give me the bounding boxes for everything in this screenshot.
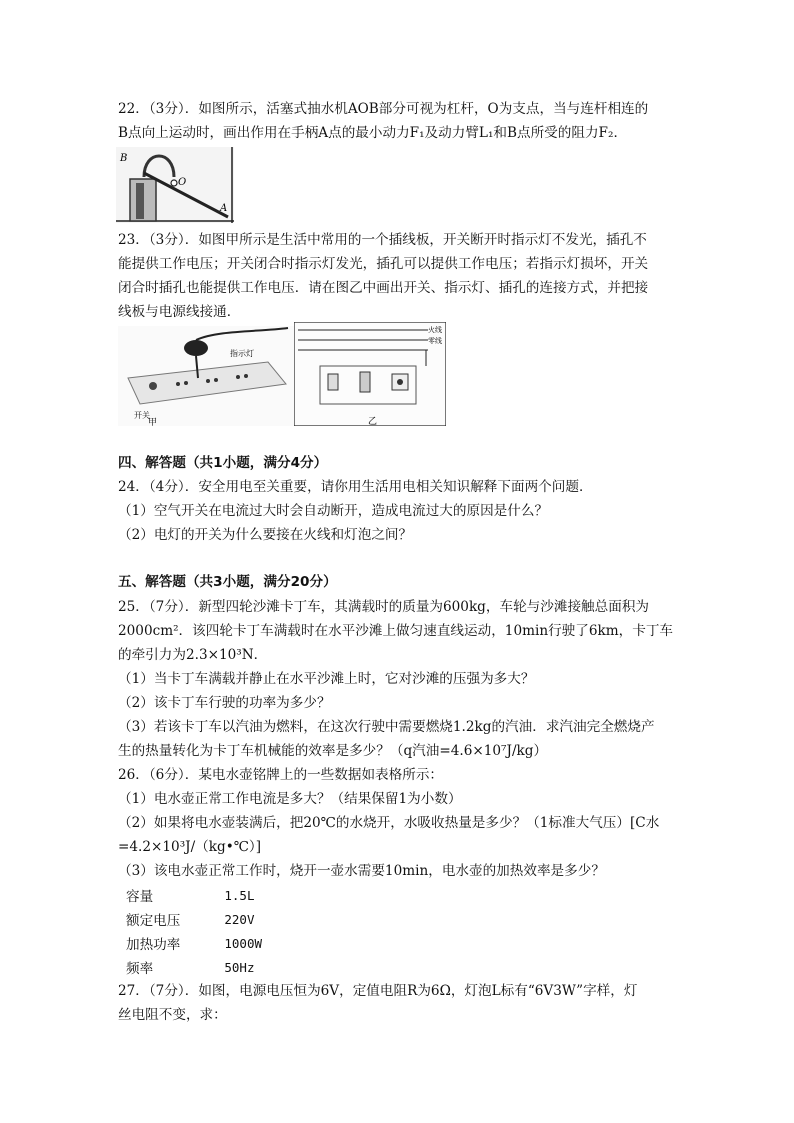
q25-line-3: 的牵引力为2.3×10³N． [118,647,268,663]
section-5-heading: 五、解答题（共3小题，满分20分） [118,574,337,590]
q23-line-2: 能提供工作电压；开关闭合时指示灯发光，插孔可以提供工作电压；若指示灯损坏，开关 [118,256,649,272]
table-row [118,907,266,931]
caption-jia: 甲 [148,418,158,426]
caption-yi: 乙 [368,417,378,426]
kettle-spec-table [118,883,266,979]
q25-line-1: 25．（7分）．新型四轮沙滩卡丁车，其满载时的质量为600kg，车轮与沙滩接触总面积为 [118,599,650,615]
q23-line-1: 23．（3分）．如图甲所示是生活中常用的一个插线板，开关断开时指示灯不发光，插孔不 [118,232,647,248]
label-neutral-wire: 零线 [428,337,442,345]
spec-label: 加热功率 [126,937,181,953]
q25-part-2: （2）该卡丁车行驶的功率为多少？ [118,695,331,711]
table-row [118,883,266,907]
q26-part-1: （1）电水壶正常工作电流是多大？（结果保留1为小数） [118,791,462,807]
section-4-heading: 四、解答题（共1小题，满分4分） [118,455,328,471]
wiring-figure [294,322,446,426]
fig-label-a: A [220,203,228,214]
q26-part-3: （3）该电水壶正常工作时，烧开一壶水需要10min，电水壶的加热效率是多少？ [118,863,605,879]
q24-line: 24．（4分）．安全用电至关重要，请你用生活用电相关知识解释下面两个问题． [118,479,593,495]
spec-value: 220V [224,911,255,927]
q26-line-1: 26．（6分）．某电水壶铭牌上的一些数据如表格所示： [118,767,444,783]
q22-line-1: 22．（3分）．如图所示，活塞式抽水机AOB部分可视为杠杆，O为支点，当与连杆相连的 [118,101,649,117]
q27-line-2: 丝电阻不变，求： [118,1007,227,1023]
pump-lever-figure [116,147,234,223]
fig-label-o: O [178,177,187,188]
q25-part-1: （1）当卡丁车满载并静止在水平沙滩上时，它对沙滩的压强为多大？ [118,671,535,687]
q22-line-2: B点向上运动时，画出作用在手柄A点的最小动力F₁及动力臂L₁和B点所受的阻力F₂． [118,125,628,141]
spec-value: 1000W [224,935,263,951]
q25-line-2: 2000cm²．该四轮卡丁车满载时在水平沙滩上做匀速直线运动，10min行驶了6km，卡丁车 [118,623,674,639]
q23-line-3: 闭合时插孔也能提供工作电压．请在图乙中画出开关、指示灯、插孔的连接方式，并把接 [118,280,649,296]
spec-value: 50Hz [224,959,255,975]
q25-part-3a: （3）若该卡丁车以汽油为燃料，在这次行驶中需要燃烧1.2kg的汽油．求汽油完全燃烧产 [118,719,655,735]
q24-part-2: （2）电灯的开关为什么要接在火线和灯泡之间？ [118,527,413,543]
q26-part-2b: =4.2×10³J/（kg•℃）] [118,839,262,855]
label-switch: 开关 [134,411,150,420]
label-indicator: 指示灯 [230,349,254,358]
q25-part-3b: 生的热量转化为卡丁车机械能的效率是多少？（q汽油=4.6×10⁷J/kg） [118,743,548,759]
q23-line-4: 线板与电源线接通． [118,304,241,320]
label-live-wire: 火线 [428,326,442,334]
spec-label: 频率 [126,961,154,977]
q27-line-1: 27．（7分）．如图，电源电压恒为6V，定值电阻R为6Ω，灯泡L标有“6V3W”字样，灯 [118,983,638,999]
spec-label: 额定电压 [126,913,181,929]
spec-label: 容量 [126,889,154,905]
q24-part-1: （1）空气开关在电流过大时会自动断开，造成电流过大的原因是什么？ [118,503,549,519]
fig-label-b: B [120,153,128,164]
power-strip-figure [118,326,294,426]
q26-part-2a: （2）如果将电水壶装满后，把20℃的水烧开，水吸收热量是多少？（1标准大气压）[C水 [118,815,660,831]
spec-value: 1.5L [224,887,255,903]
table-row [118,955,266,979]
table-row [118,931,266,955]
